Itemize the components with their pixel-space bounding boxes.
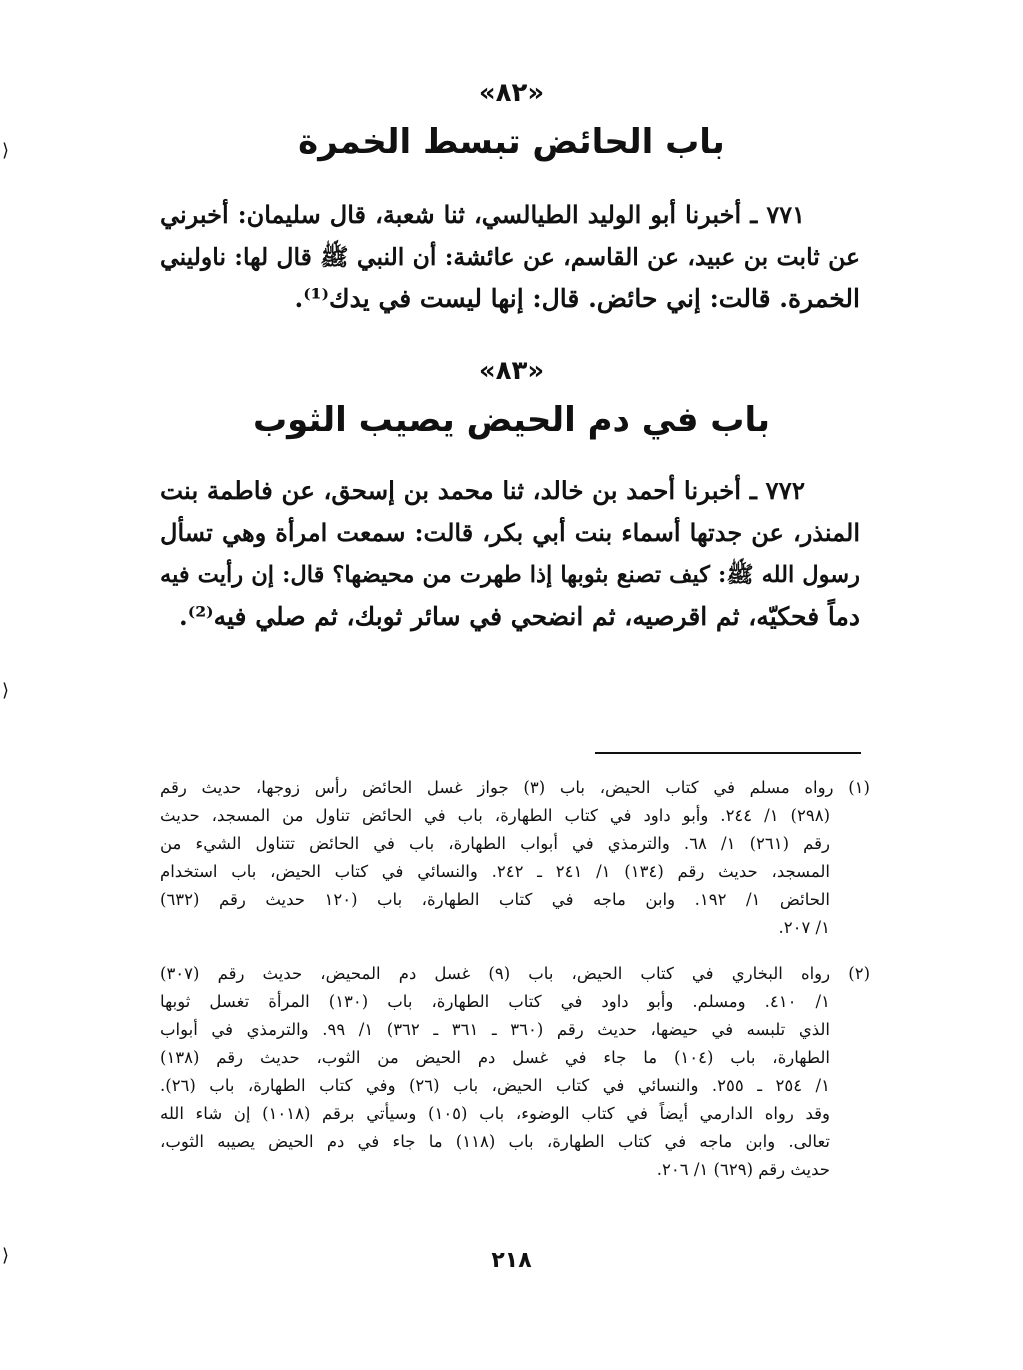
footnote-line: الذي تلبسه في حيضها، حديث رقم (٣٦٠ ـ ٣٦١ ـ ٣٦٢) ١/ ٩٩. والترمذي في أبواب [160, 1020, 831, 1039]
chapter-number: «٨٣» [478, 356, 545, 386]
hadith-line: ٧٧٢ ـ أخبرنا أحمد بن خالد، ثنا محمد بن إسحق، عن فاطمة بنت [160, 476, 805, 505]
hadith-line: المنذر، عن جدتها أسماء بنت أبي بكر، قالت: سمعت امرأة وهي تسأل [160, 518, 860, 547]
footnote-line: وقد رواه الدارمي أيضاً في كتاب الوضوء، باب (١٠٥) وسيأتي برقم (١٠١٨) إن شاء الله [160, 1104, 831, 1123]
footnote-line: رقم (٢٦١) ١/ ٦٨. والترمذي في أبواب الطهارة، باب في الحائض تتناول الشيء من [160, 834, 830, 853]
page-number: ٢١٨ [491, 1248, 532, 1273]
footnote-line: تعالى. وابن ماجه في كتاب الطهارة، باب (١١٨) ما جاء في دم الحيض يصيبه الثوب، [160, 1132, 830, 1151]
footnote-line: ١/ ٢٥٤ ـ ٢٥٥. والنسائي في كتاب الحيض، باب (٢٦) وفي كتاب الطهارة، باب (٢٦). [160, 1076, 830, 1095]
footnote-line: (٢٩٨) ١/ ٢٤٤. وأبو داود في كتاب الطهارة، باب في الحائض تناول من المسجد، حديث [160, 806, 831, 825]
footnote-line: حديث رقم (٦٢٩) ١/ ٢٠٦. [656, 1160, 830, 1179]
hadith-line: عن ثابت بن عبيد، عن القاسم، عن عائشة: أن النبي ﷺ قال لها: ناوليني [160, 243, 860, 271]
margin-tick-mark: ⟩ [2, 140, 10, 161]
hadith-line: الخمرة. قالت: إني حائض. قال: إنها ليست في يدك⁽¹⁾. [294, 284, 860, 313]
footnote-line: ١/ ٤١٠. ومسلم. وأبو داود في كتاب الطهارة، باب (١٣٠) المرأة تغسل ثوبها [160, 992, 830, 1011]
footnote-line: الطهارة، باب (١٠٤) ما جاء في غسل دم الحيض من الثوب، حديث رقم (١٣٨) [160, 1048, 830, 1067]
hadith-line: رسول الله ﷺ: كيف تصنع بثوبها إذا طهرت من محيضها؟ قال: إن رأيت فيه [160, 562, 860, 588]
hadith-paragraph [160, 470, 860, 638]
footnote-separator [595, 752, 861, 754]
footnote-line: ١/ ٢٠٧. [778, 918, 830, 937]
footnote-line: الحائض ١/ ١٩٢. وابن ماجه في كتاب الطهارة، باب (١٢٠ حديث رقم (٦٣٢) [160, 890, 830, 909]
footnote-1 [160, 774, 870, 942]
footnote-2 [160, 960, 870, 1184]
footnote-line: (٢) رواه البخاري في كتاب الحيض، باب (٩) غسل دم المحيض، حديث رقم (٣٠٧) [160, 964, 870, 983]
hadith-line: ٧٧١ ـ أخبرنا أبو الوليد الطيالسي، ثنا شعبة، قال سليمان: أخبرني [160, 200, 805, 229]
hadith-paragraph [160, 194, 860, 320]
margin-tick-mark: ⟩ [2, 680, 10, 701]
footnote-line: المسجد، حديث رقم (١٣٤) ١/ ٢٤١ ـ ٢٤٢. والنسائي في كتاب الحيض، باب استخدام [160, 862, 830, 881]
chapter-number: «٨٢» [478, 78, 545, 108]
chapter-title: باب الحائض تبسط الخمرة [298, 122, 725, 162]
hadith-line: دماً فحكيّه، ثم اقرصيه، ثم انضحي في سائر ثوبك، ثم صلي فيه⁽²⁾. [179, 602, 860, 631]
chapter-title: باب في دم الحيض يصيب الثوب [252, 400, 771, 440]
margin-tick-mark: ⟩ [2, 1245, 10, 1266]
footnote-line: (١) رواه مسلم في كتاب الحيض، باب (٣) جواز غسل الحائض رأس زوجها، حديث رقم [160, 778, 870, 797]
